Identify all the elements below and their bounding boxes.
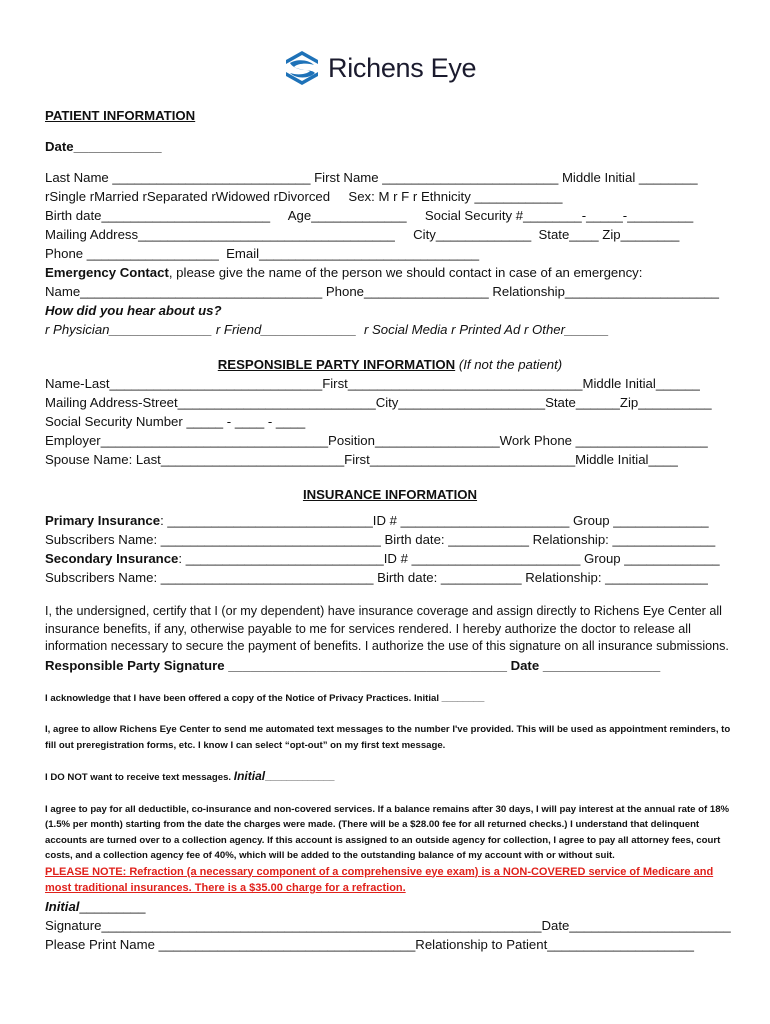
secondary-insurance-fields[interactable] xyxy=(45,549,735,568)
employer-fields[interactable]: Employer_______________________________Position_________________Work Phone __________________ xyxy=(45,433,708,448)
final-initial-label: Initial xyxy=(45,898,80,914)
responsible-address-fields[interactable]: Mailing Address-Street___________________________City____________________State______Zip__________ xyxy=(45,395,712,410)
spouse-name-fields[interactable]: Spouse Name: Last_________________________First____________________________Middle Initial____ xyxy=(45,452,678,467)
marital-sex-ethnicity-fields[interactable]: rSingle rMarried rSeparated rWidowed rDivorced Sex: M r F r Ethnicity ____________ xyxy=(45,189,563,204)
responsible-name-fields[interactable]: Name-Last_____________________________First________________________________Middle Initial______ xyxy=(45,376,700,391)
text-message-optout[interactable] xyxy=(45,769,735,786)
secondary-subscriber-fields[interactable]: Subscribers Name: _____________________________ Birth date: ___________ Relationship: ______________ xyxy=(45,570,708,585)
final-initial-blank[interactable]: _________ xyxy=(79,898,146,914)
insurance-authorization-text: I, the undersigned, certify that I (or my dependent) have insurance coverage and assign directly to Richens Eye Center all insurance benefits, if any, otherwise payable to me for services rendered. I hereby authorize the doctor to release all information necessary to secure the payment of benefits. I authorize the use of this signature on all insurance submissions. xyxy=(45,604,729,653)
secondary-insurance-blanks[interactable]: : ___________________________ID # _______________________ Group _____________ xyxy=(178,551,720,566)
responsible-party-note: (If not the patient) xyxy=(455,357,563,372)
emergency-contact-label: Emergency Contact xyxy=(45,265,169,280)
secondary-insurance-label: Secondary Insurance xyxy=(45,551,179,566)
emergency-contact-intro xyxy=(45,263,735,282)
privacy-practices-ack[interactable]: I acknowledge that I have been offered a copy of the Notice of Privacy Practices. Initial ________ xyxy=(45,692,485,704)
primary-insurance-blanks[interactable]: : ____________________________ID # _______________________ Group _____________ xyxy=(160,513,709,528)
payment-agreement: I agree to pay for all deductible, co-insurance and non-covered services. If a balance remains after 30 days, I will pay interest at the annual rate of 18% (1.5% per month) starting from the date the charges were made. (There will be a $28.00 fee for all returned checks.) I understand that delinquent accounts are turned over to a collection agency. If this account is assigned to an outside agency for collection, I agree to pay all attorney fees, court costs, and a collection agency fee of 40%, which will be added to the outstanding balance of my account with or without suit. xyxy=(45,803,730,861)
name-fields[interactable]: Last Name ___________________________ First Name ________________________ Middle Initial ________ xyxy=(45,170,698,185)
emergency-contact-fields[interactable]: Name_________________________________ Phone_________________ Relationship_____________________ xyxy=(45,284,719,299)
referral-options[interactable]: r Physician______________ r Friend_____________ r Social Media r Printed Ad r Other______ xyxy=(45,322,610,337)
signature-date-field[interactable]: Signature____________________________________________________________Date______________________ xyxy=(45,917,731,933)
optout-initial-label: Initial xyxy=(233,769,266,783)
responsible-party-title: RESPONSIBLE PARTY INFORMATION xyxy=(217,357,456,372)
insurance-heading: INSURANCE INFORMATION xyxy=(302,487,478,502)
optout-initial-blank[interactable]: _____________ xyxy=(265,772,335,783)
responsible-ssn-field[interactable]: Social Security Number _____ - ____ - ____ xyxy=(45,414,306,429)
mailing-address-fields[interactable]: Mailing Address___________________________________ City_____________ State____ Zip________ xyxy=(45,227,680,242)
refraction-notice: PLEASE NOTE: Refraction (a necessary component of a comprehensive eye exam) is a NON-COVERED service of Medicare and most traditional insurances. There is a $35.00 charge for a refraction. xyxy=(45,865,714,894)
print-name-relationship-field[interactable]: Please Print Name ___________________________________Relationship to Patient____________________ xyxy=(45,936,694,952)
patient-info-heading: PATIENT INFORMATION xyxy=(45,108,196,123)
form-body xyxy=(45,106,735,954)
referral-question: How did you hear about us? xyxy=(45,303,222,318)
emergency-contact-text: , please give the name of the person we should contact in case of an emergency: xyxy=(168,265,643,280)
primary-insurance-label: Primary Insurance xyxy=(45,513,161,528)
birthdate-age-ssn-fields[interactable]: Birth date_______________________ Age_____________ Social Security #________-_____-_________ xyxy=(45,208,694,223)
date-field[interactable]: Date____________ xyxy=(45,139,162,154)
primary-insurance-fields[interactable] xyxy=(45,511,735,530)
responsible-party-signature-field[interactable]: Responsible Party Signature ______________________________________ Date ________________ xyxy=(45,657,661,673)
final-initial-field[interactable] xyxy=(45,897,735,916)
richens-eye-logo xyxy=(282,46,476,90)
richens-eye-logo-icon xyxy=(282,48,322,88)
phone-email-fields[interactable]: Phone __________________ Email______________________________ xyxy=(45,246,480,261)
responsible-party-heading xyxy=(45,355,735,374)
optout-text: I DO NOT want to receive text messages. xyxy=(45,772,234,783)
text-message-consent: I, agree to allow Richens Eye Center to send me automated text messages to the number I've provided. This will be used as appointment reminders, to fill out preregistration forms, etc. I know I can select “opt-out” on my first text message. xyxy=(45,724,731,751)
brand-name: Richens Eye xyxy=(328,52,477,83)
primary-subscriber-fields[interactable]: Subscribers Name: ______________________________ Birth date: ___________ Relationship: ______________ xyxy=(45,532,716,547)
